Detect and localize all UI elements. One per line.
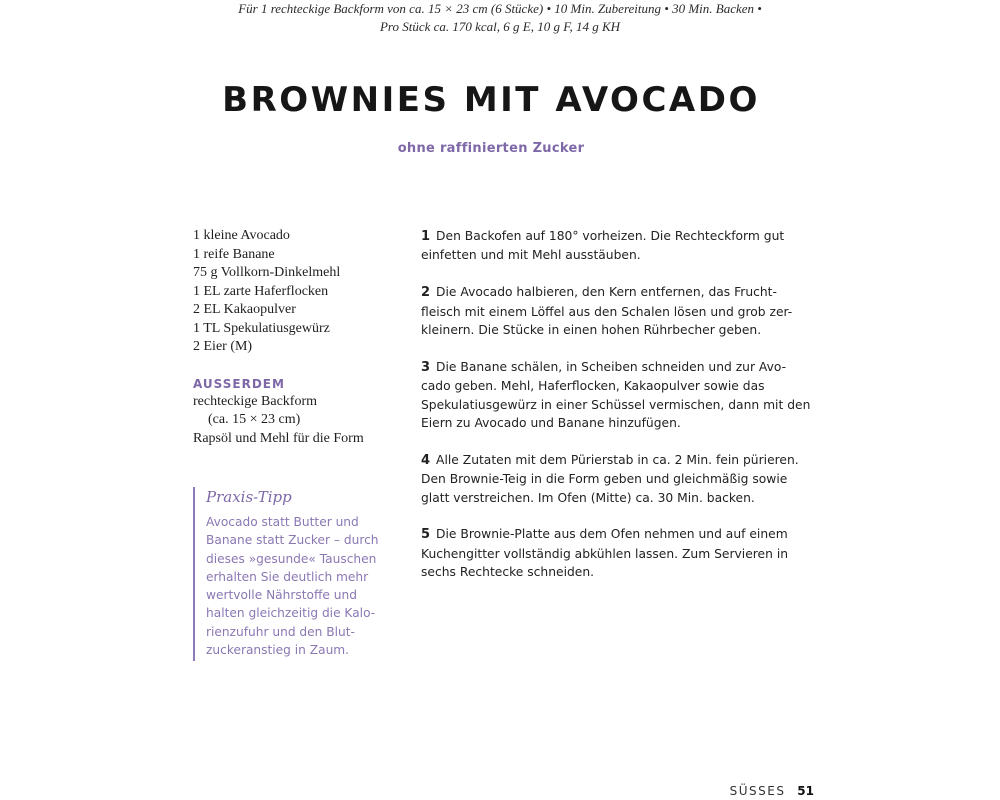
- recipe-meta-line-1: Für 1 rechteckige Backform von ca. 15 × 23 cm (6 Stücke) • 10 Min. Zubereitung • 30 Min. Backen •: [238, 1, 762, 16]
- step-line: sechs Rechtecke schneiden.: [421, 565, 595, 580]
- step-line: einfetten und mit Mehl ausstäuben.: [421, 248, 641, 263]
- step-line: Eiern zu Avocado und Banane hinzufügen.: [421, 416, 681, 431]
- step-line: [421, 227, 801, 246]
- step-text: Alle Zutaten mit dem Pürierstab in ca. 2 Min. fein pürieren.: [436, 452, 799, 467]
- step-line: glatt verstreichen. Im Ofen (Mitte) ca. 30 Min. backen.: [421, 490, 755, 505]
- step-number: 4: [421, 452, 431, 468]
- ausserdem-item: (ca. 15 × 23 cm): [208, 412, 301, 427]
- ingredient-item: 75 g Vollkorn-Dinkelmehl: [193, 265, 341, 280]
- page-footer: [730, 784, 814, 798]
- step-line: Den Brownie-Teig in die Form geben und gleichmäßig sowie: [421, 472, 788, 487]
- step-line: [421, 525, 801, 544]
- ingredient-item: 1 kleine Avocado: [193, 228, 290, 243]
- ingredient-list: [193, 227, 403, 448]
- ingredient-item: 2 Eier (M): [193, 339, 253, 354]
- step-line: [421, 451, 801, 470]
- recipe-title: BROWNIES MIT AVOCADO: [222, 80, 760, 120]
- ausserdem-heading: AUSSERDEM: [193, 376, 285, 391]
- recipe-subtitle: ohne raffinierten Zucker: [397, 141, 585, 156]
- ingredient-item: 2 EL Kakaopulver: [193, 302, 296, 317]
- step-line: fleisch mit einem Löffel aus den Schalen lösen und grob zer-: [421, 304, 793, 319]
- step-number: 5: [421, 527, 431, 543]
- step-text: Die Brownie-Platte aus dem Ofen nehmen und auf einem: [436, 527, 788, 542]
- instruction-step-5: [421, 525, 801, 581]
- ingredient-item: 1 reife Banane: [193, 246, 275, 262]
- recipe-meta: [0, 0, 1000, 36]
- practice-tip-line: dieses »gesunde« Tauschen: [206, 551, 377, 566]
- step-line: [421, 358, 801, 377]
- practice-tip-box: [193, 487, 396, 661]
- ingredient-item: 1 EL zarte Haferflocken: [193, 283, 329, 299]
- footer-section-name: SÜSSES: [729, 784, 786, 798]
- practice-tip-line: Avocado statt Butter und: [206, 515, 359, 529]
- practice-tip-line: wertvolle Nährstoffe und: [206, 588, 357, 603]
- step-text: Den Backofen auf 180° vorheizen. Die Rechteckform gut: [436, 229, 785, 243]
- step-number: 1: [421, 229, 431, 244]
- instruction-step-1: [421, 227, 801, 265]
- step-line: kleinern. Die Stücke in einen hohen Rührbecher geben.: [421, 323, 762, 338]
- ingredient-item: 1 TL Spekulatiusgewürz: [193, 320, 330, 336]
- step-number: 2: [421, 285, 431, 301]
- recipe-meta-line-2: Pro Stück ca. 170 kcal, 6 g E, 10 g F, 14 g KH: [379, 19, 621, 34]
- step-text: Die Banane schälen, in Scheiben schneiden und zur Avo-: [436, 359, 787, 374]
- practice-tip-line: zuckeranstieg in Zaum.: [206, 643, 350, 658]
- step-text: Die Avocado halbieren, den Kern entfernen, das Frucht-: [436, 285, 777, 300]
- practice-tip-line: rienzufuhr und den Blut-: [206, 624, 355, 639]
- practice-tip-line: erhalten Sie deutlich mehr: [206, 569, 369, 584]
- step-line: Kuchengitter vollständig abkühlen lassen. Zum Servieren in: [421, 546, 789, 561]
- ausserdem-item: Rapsöl und Mehl für die Form: [193, 430, 364, 446]
- practice-tip-text: [206, 513, 396, 659]
- instruction-steps: [421, 227, 811, 600]
- practice-tip-title: Praxis-Tipp: [206, 488, 292, 506]
- ausserdem-item: rechteckige Backform: [193, 393, 317, 409]
- step-line: cado geben. Mehl, Haferflocken, Kakaopulver sowie das: [421, 379, 765, 394]
- instruction-step-4: [421, 451, 801, 507]
- practice-tip-line: Banane statt Zucker – durch: [206, 533, 379, 548]
- step-number: 3: [421, 359, 431, 375]
- practice-tip-line: halten gleichzeitig die Kalo-: [206, 606, 376, 621]
- instruction-step-2: [421, 283, 801, 339]
- instruction-step-3: [421, 358, 811, 433]
- step-line: Spekulatiusgewürz in einer Schüssel vermischen, dann mit den: [421, 397, 811, 412]
- step-line: [421, 283, 801, 302]
- page-number: 51: [797, 784, 814, 798]
